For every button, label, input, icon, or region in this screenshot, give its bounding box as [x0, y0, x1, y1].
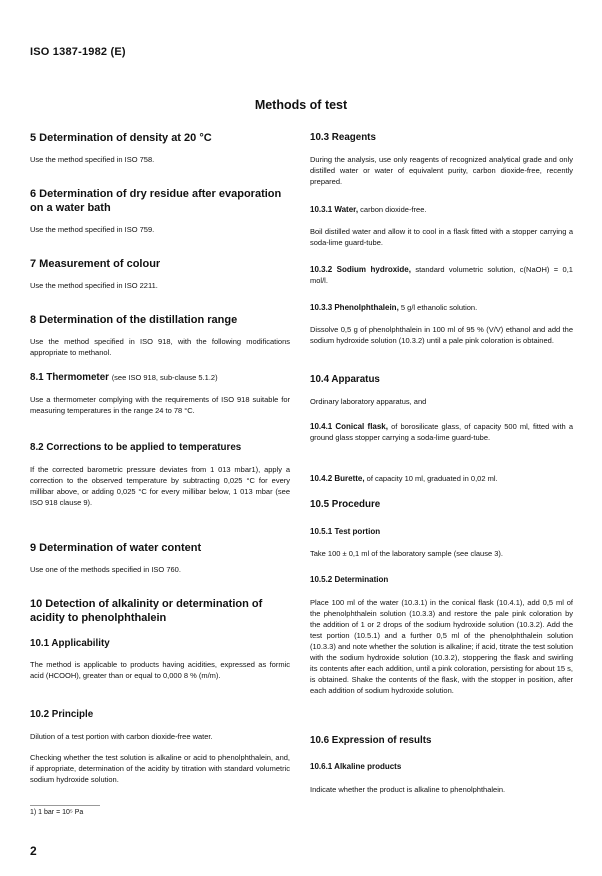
- section-10-5-1-text: Take 100 ± 0,1 ml of the laboratory sample (see clause 3).: [310, 549, 503, 558]
- section-9-text: Use one of the methods specified in ISO 760.: [30, 565, 181, 574]
- section-10-3-1-text: Boil distilled water and allow it to cool in a flask fitted with a stopper carrying a soda-lime guard-tube.: [310, 227, 573, 247]
- section-10-3-2-heading: [310, 264, 573, 286]
- section-8-1-heading: [30, 372, 290, 384]
- section-10-3-3-name: Phenolphthalein,: [334, 303, 399, 312]
- section-10-6-1-text: Indicate whether the product is alkaline to phenolphthalein.: [310, 785, 506, 794]
- section-10-3-1-number: 10.3.1: [310, 205, 333, 214]
- section-10-5-heading: 10.5 Procedure: [310, 499, 381, 510]
- page-number: 2: [30, 844, 37, 858]
- section-10-4-text: Ordinary laboratory apparatus, and: [310, 397, 427, 406]
- section-10-6-1-heading: 10.6.1 Alkaline products: [310, 762, 402, 771]
- section-10-3-3-description: 5 g/l ethanolic solution.: [400, 303, 478, 312]
- section-6-text: Use the method specified in ISO 759.: [30, 225, 155, 234]
- section-10-4-heading: 10.4 Apparatus: [310, 374, 380, 385]
- section-7-text: Use the method specified in ISO 2211.: [30, 281, 158, 290]
- section-10-3-1-heading: [310, 204, 573, 215]
- section-10-1-text: The method is applicable to products having acidities, expressed as formic acid (HCOOH), greater than or equal to 0,000 8 % (m/m).: [30, 660, 290, 680]
- section-10-3-2-number: 10.3.2: [310, 265, 333, 274]
- section-7-heading: 7 Measurement of colour: [30, 258, 161, 270]
- section-10-2-text-2: Checking whether the test solution is alkaline or acid to phenolphthalein, and, if appropriate, determination of the acidity by titration with standard volumetric sodium hydroxide solution.: [30, 753, 290, 784]
- section-10-4-2-number: 10.4.2: [310, 474, 333, 483]
- section-10-2-text-1: Dilution of a test portion with carbon dioxide-free water.: [30, 732, 213, 741]
- section-10-3-2-description: standard volumetric solution, c(NaOH) = 0,1 mol/l.: [310, 265, 573, 285]
- section-10-3-3-number: 10.3.3: [310, 303, 333, 312]
- section-10-5-1-heading: 10.5.1 Test portion: [310, 527, 381, 536]
- footnote-divider: [30, 805, 100, 806]
- section-8-heading: 8 Determination of the distillation range: [30, 314, 238, 326]
- section-8-1-reference: (see ISO 918, sub-clause 5.1.2): [111, 373, 218, 382]
- section-10-3-text: During the analysis, use only reagents of recognized analytical grade and only distilled water or water of equivalent purity, carbon dioxide-free, recently prepared.: [310, 155, 573, 186]
- section-5-heading: 5 Determination of density at 20 °C: [30, 132, 212, 144]
- section-10-3-1-name: Water,: [334, 205, 359, 214]
- section-10-3-1-description: carbon dioxide-free.: [360, 205, 427, 214]
- section-10-5-2-text: Place 100 ml of the water (10.3.1) in the conical flask (10.4.1), add 0,5 ml of the phenolphthalein solution (10.3.3) and restore the pale pink coloration by the addition of 1 or 2 drops of the sodium hydroxide solution (10.3.2). Add the test portion (10.5.1) and a further 0,5 ml of the phenolphthalein solution (10.3.3) and note whether the solution is alkaline; if acid, titrate the test solution with the sodium hydroxide solution (10.3.2), stoppering the flask and swirling its contents after each addition, until a pink coloration, persisting for about 15 s, is obtained. Shake the contents of the flask, with the stopper in position, after each addition of sodium hydroxide solution.: [310, 598, 573, 695]
- section-10-1-heading: 10.1 Applicability: [30, 638, 110, 649]
- section-10-3-heading: 10.3 Reagents: [310, 132, 376, 143]
- section-10-4-1-number: 10.4.1: [310, 422, 333, 431]
- section-10-4-1-name: Conical flask,: [335, 422, 388, 431]
- section-10-4-2-name: Burette,: [334, 474, 365, 483]
- section-5-text: Use the method specified in ISO 758.: [30, 155, 155, 164]
- section-8-text: Use the method specified in ISO 918, with the following modifications appropriate to methanol.: [30, 337, 290, 357]
- section-10-2-heading: 10.2 Principle: [30, 709, 94, 720]
- section-10-heading: 10 Detection of alkalinity or determination of acidity to phenolphthalein: [30, 598, 263, 624]
- section-10-3-2-name: Sodium hydroxide,: [336, 265, 411, 274]
- section-10-4-2-paragraph: [310, 473, 573, 484]
- section-6-heading: 6 Determination of dry residue after evaporation on a water bath: [30, 188, 282, 214]
- footnote: 1) 1 bar = 10⁵ Pa: [30, 809, 84, 816]
- section-10-6-heading: 10.6 Expression of results: [310, 735, 432, 746]
- section-9-heading: 9 Determination of water content: [30, 542, 202, 554]
- section-10-4-1-description: of borosilicate glass, of capacity 500 ml, fitted with a ground glass stopper carrying a soda-lime guard-tube.: [310, 422, 573, 442]
- section-8-2-heading: 8.2 Corrections to be applied to temperatures: [30, 442, 242, 453]
- section-8-2-text: If the corrected barometric pressure deviates from 1 013 mbar1), apply a correction to the observed temperature by subtracting 0,025 °C for every millibar above, or adding 0,025 °C for every millibar below, 1 013 mbar (see ISO 918 clause 9).: [30, 465, 290, 507]
- section-10-3-3-heading: [310, 302, 573, 313]
- section-8-1-text: Use a thermometer complying with the requirements of ISO 918 suitable for measuring temperatures in the range 24 to 78 °C.: [30, 395, 290, 415]
- section-10-4-2-description: of capacity 10 ml, graduated in 0,02 ml.: [366, 474, 498, 483]
- page-title: Methods of test: [254, 98, 348, 112]
- document-code: ISO 1387-1982 (E): [30, 46, 126, 58]
- section-10-3-3-text: Dissolve 0,5 g of phenolphthalein in 100 ml of 95 % (V/V) ethanol and add the sodium hydroxide solution (10.3.2) until a pale pink coloration is obtained.: [310, 325, 573, 345]
- section-8-1-title: 8.1 Thermometer: [30, 372, 109, 383]
- section-10-4-1-paragraph: [310, 421, 573, 443]
- section-10-5-2-heading: 10.5.2 Determination: [310, 575, 389, 584]
